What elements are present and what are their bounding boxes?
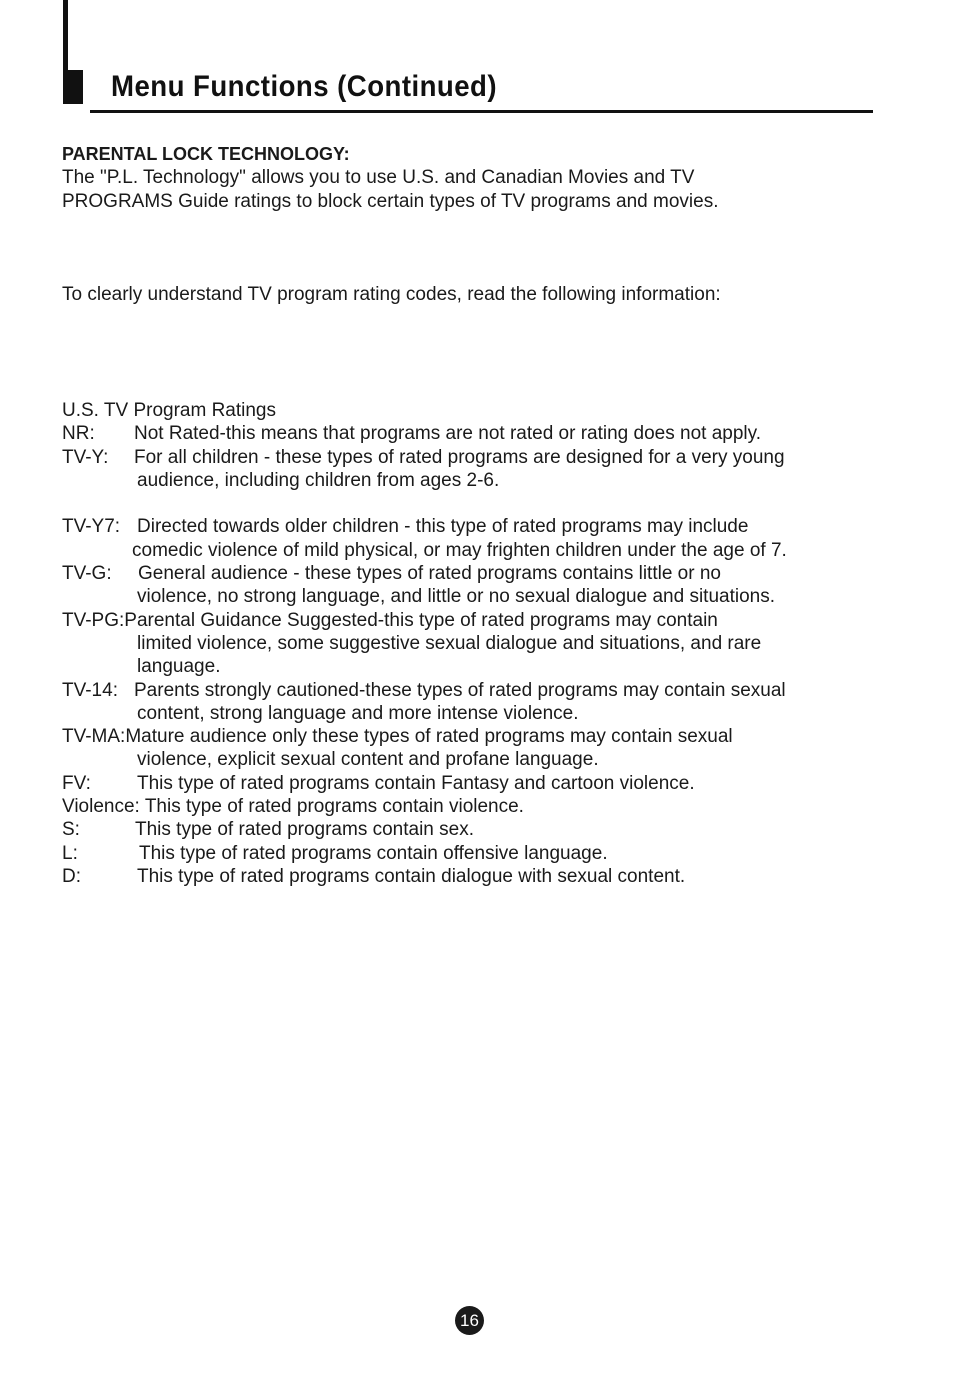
rating-text: For all children - these types of rated programs are designed for a very young — [134, 446, 785, 468]
rating-text: This type of rated programs contain sex. — [135, 819, 474, 841]
rating-code: TV-G: — [62, 563, 112, 585]
rating-text: Mature audience only these types of rated programs may contain sexual — [125, 726, 733, 748]
rating-text: This type of rated programs contain violence. — [144, 796, 524, 818]
rating-text-continued: violence, no strong language, and little or no sexual dialogue and situations. — [137, 586, 775, 608]
rating-fv — [62, 772, 787, 795]
rating-code: S: — [62, 819, 80, 841]
rating-code: TV-14: — [62, 679, 118, 701]
rating-text-continued: limited violence, some suggestive sexual dialogue and situations, and rare — [137, 632, 762, 654]
rating-text: General audience - these types of rated programs contains little or no — [138, 563, 721, 585]
rating-l — [62, 842, 787, 865]
rating-text-continued: comedic violence of mild physical, or may frighten children under the age of 7. — [132, 539, 787, 561]
rating-text: This type of rated programs contain dialogue with sexual content. — [137, 865, 686, 887]
intro-line-2: PROGRAMS Guide ratings to block certain types of TV programs and movies. — [62, 190, 719, 212]
rating-tv-pg — [62, 609, 787, 632]
rating-text-continued: violence, explicit sexual content and profane language. — [137, 749, 599, 771]
rating-s — [62, 818, 787, 841]
rating-code: Violence: — [62, 796, 140, 818]
ratings-heading: U.S. TV Program Ratings — [62, 400, 277, 421]
rating-code: TV-Y: — [62, 446, 109, 468]
rating-text: Parental Guidance Suggested-this type of rated programs may contain — [124, 609, 718, 631]
title-underline — [90, 110, 873, 113]
rating-d — [62, 865, 787, 888]
rating-nr — [62, 422, 787, 445]
rating-code: TV-PG: — [62, 609, 125, 631]
rating-code: NR: — [62, 423, 95, 445]
ratings-spacer — [62, 492, 787, 515]
rating-text: This type of rated programs contain Fantasy and cartoon violence. — [137, 772, 695, 794]
intro-line-1: The "P.L. Technology" allows you to use U.S. and Canadian Movies and TV — [62, 167, 695, 189]
rating-code: L: — [62, 842, 78, 864]
rating-code: D: — [62, 865, 81, 887]
rating-text-continued: content, strong language and more intense violence. — [137, 702, 579, 724]
ratings-list — [62, 399, 787, 888]
rating-text-continued: audience, including children from ages 2-6. — [137, 469, 500, 491]
rating-text: Directed towards older children - this type of rated programs may include — [137, 516, 749, 538]
rating-text: This type of rated programs contain offensive language. — [139, 842, 608, 864]
page-number: 16 — [455, 1306, 484, 1335]
intro-heading: PARENTAL LOCK TECHNOLOGY: — [62, 144, 350, 164]
rating-text: Not Rated-this means that programs are not rated or rating does not apply. — [134, 423, 761, 445]
rating-code: TV-Y7: — [62, 516, 121, 538]
rating-tv-y7 — [62, 515, 787, 538]
rating-code: TV-MA: — [62, 726, 126, 748]
rating-text-continued: language. — [137, 656, 221, 678]
intro-section — [62, 143, 718, 213]
rating-tv-g — [62, 562, 787, 585]
rating-tv-14 — [62, 679, 787, 702]
rating-violence — [62, 795, 787, 818]
header-side-block — [63, 70, 83, 104]
rating-tv-ma — [62, 725, 787, 748]
rating-text: Parents strongly cautioned-these types of rated programs may contain sexual — [134, 679, 786, 701]
rating-note: To clearly understand TV program rating codes, read the following information: — [62, 284, 721, 305]
rating-code: FV: — [62, 772, 91, 794]
rating-tv-y — [62, 446, 787, 469]
page-title: Menu Functions (Continued) — [111, 70, 498, 103]
